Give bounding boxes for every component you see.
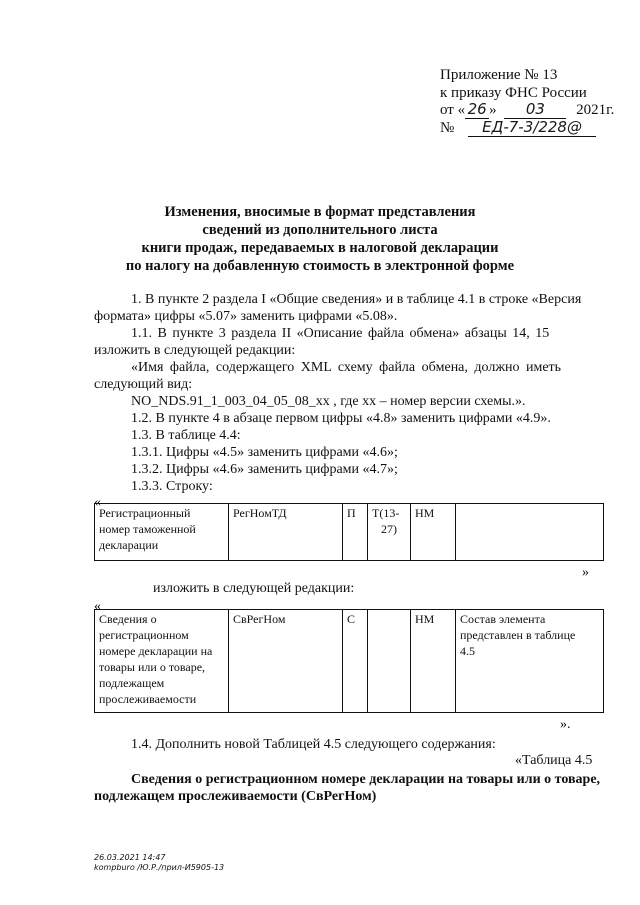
paragraph-10: изложить в следующей редакции:: [153, 581, 355, 596]
paragraph-3b: следующий вид:: [94, 377, 193, 392]
paragraph-8: 1.3.2. Цифры «4.6» заменить цифрами «4.7»;: [131, 462, 398, 477]
paragraph-9: 1.3.3. Строку:: [131, 479, 213, 494]
number-label: №: [440, 120, 455, 136]
appendix-number: Приложение № 13: [440, 67, 558, 83]
paragraph-4: NO_NDS.91_1_003_04_05_08_xx , где хх – номер версии схемы.».: [131, 394, 526, 409]
paragraph-1a: 1. В пункте 2 раздела I «Общие сведения» и в таблице 4.1 в строке «Версия: [131, 292, 582, 307]
title-line-1: Изменения, вносимые в формат представления: [164, 204, 476, 220]
close-quote-2: ».: [560, 717, 571, 732]
section-heading-1: Сведения о регистрационном номере декларации на товары или о товаре,: [131, 772, 601, 787]
close-quote-1: »: [582, 565, 589, 580]
table-cell-name: Регистрационный номер таможенной декларации: [95, 504, 229, 561]
paragraph-1b: формата» цифры «5.07» заменить цифрами «5.08».: [94, 309, 398, 324]
table-cell-format: Т(13- 27): [368, 504, 411, 561]
table-cell-note: Состав элемента представлен в таблице 4.5: [456, 610, 604, 713]
order-date: [440, 101, 614, 119]
date-mid: »: [489, 102, 497, 118]
paragraph-6: 1.3. В таблице 4.4:: [131, 428, 241, 443]
paragraph-2a: 1.1. В пункте 3 раздела II «Описание файла обмена» абзацы 14, 15: [131, 326, 550, 341]
date-year: 2021г.: [576, 102, 615, 118]
table-new-row: [94, 609, 604, 713]
paragraph-11: 1.4. Дополнить новой Таблицей 4.5 следующего содержания:: [131, 737, 496, 752]
table-cell-note: [456, 504, 604, 561]
paragraph-7: 1.3.1. Цифры «4.5» заменить цифрами «4.6»;: [131, 445, 398, 460]
date-prefix: от «: [440, 102, 466, 118]
paragraph-3a: «Имя файла, содержащего XML схему файла обмена, должно иметь: [131, 360, 562, 375]
table-row: [95, 610, 604, 713]
paragraph-2b: изложить в следующей редакции:: [94, 343, 296, 358]
open-quote-2: «: [94, 599, 101, 614]
date-month: 03: [504, 101, 566, 119]
footer-file-path: kompburo /Ю.Р./прил-И5905-13: [94, 863, 225, 872]
table-cell-name: Сведения о регистрационном номере декларации на товары или о товаре, подлежащем прослеживаемости: [95, 610, 229, 713]
table-cell-tag: СвРегНом: [229, 610, 343, 713]
table-cell-tag: РегНомТД: [229, 504, 343, 561]
title-line-4: по налогу на добавленную стоимость в электронной форме: [125, 258, 515, 274]
table-old-row: [94, 503, 604, 561]
table-cell-format: [368, 610, 411, 713]
table-cell-required: НМ: [411, 610, 456, 713]
paragraph-5: 1.2. В пункте 4 в абзаце первом цифры «4.8» заменить цифрами «4.9».: [131, 411, 551, 426]
title-line-3: книги продаж, передаваемых в налоговой декларации: [141, 240, 499, 256]
table-cell-type: С: [343, 610, 368, 713]
section-heading-2: подлежащем прослеживаемости (СвРегНом): [94, 789, 377, 804]
order-reference: к приказу ФНС России: [440, 85, 587, 101]
date-day: 26: [465, 101, 489, 119]
table-row: [95, 504, 604, 561]
number-value: ЕД-7-3/228@: [468, 119, 596, 137]
table-caption: «Таблица 4.5: [515, 753, 593, 768]
table-cell-type: П: [343, 504, 368, 561]
title-line-2: сведений из дополнительного листа: [202, 222, 438, 238]
open-quote-1: «: [94, 495, 101, 510]
order-number: [440, 119, 596, 137]
table-cell-required: НМ: [411, 504, 456, 561]
footer-timestamp: 26.03.2021 14:47: [94, 853, 166, 862]
